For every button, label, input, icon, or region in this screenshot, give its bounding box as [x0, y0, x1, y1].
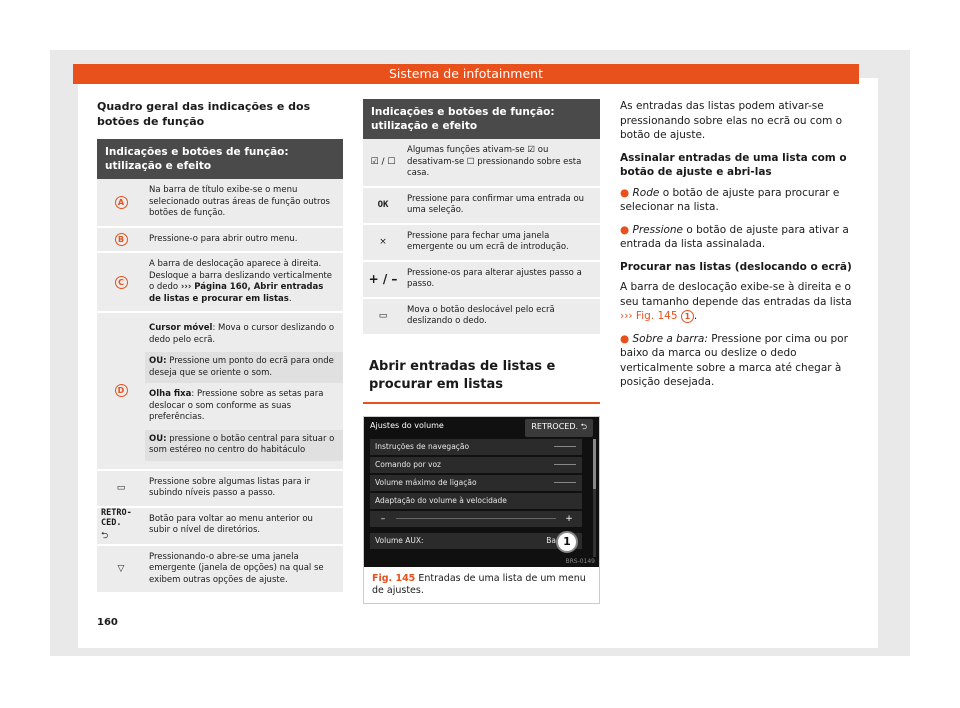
- page-number: 160: [97, 617, 118, 628]
- infotainment-screen: [364, 417, 599, 567]
- marker-c: C: [115, 276, 128, 289]
- checkbox-icon: ☑ / ☐: [370, 157, 396, 168]
- row-plusminus-text: Pressione-os para alterar ajustes passo a passo.: [407, 267, 582, 289]
- table-row-plusminus: [363, 262, 600, 299]
- table-row-d: [97, 313, 343, 471]
- bullet-rotate: ● Rode o botão de ajuste para procurar e selecionar na lista.: [620, 186, 840, 213]
- row-back-text: Botão para voltar ao menu anterior ou subir o nível de diretórios.: [149, 513, 313, 535]
- figure-caption: Fig. 145 Entradas de uma lista de um menu de ajustes.: [372, 572, 586, 596]
- table-row-options: [97, 546, 343, 595]
- page-reference-link[interactable]: ››› Página 160, Abrir entradas de listas e procurar em listas: [149, 282, 324, 304]
- row-a-text: Na barra de título exibe-se o menu selecionado outras áreas de função outros botões de função.: [149, 185, 330, 218]
- screen-list-item[interactable]: Adaptação do volume à velocidade: [370, 493, 582, 509]
- table-row-back: [97, 508, 343, 546]
- subheading-scroll: Procurar nas listas (deslocando o ecrã): [620, 260, 852, 273]
- callout-badge-1: 1: [556, 531, 578, 553]
- screen-scrollbar-thumb[interactable]: [593, 439, 596, 489]
- callout-marker-1: 1: [681, 310, 694, 323]
- ok-label: OK: [377, 200, 389, 210]
- screen-list-item[interactable]: Instruções de navegação: [370, 439, 582, 455]
- bullet-press: ● Pressione o botão de ajuste para ativar a entrada da lista assinalada.: [620, 223, 849, 250]
- middle-section-title: Abrir entradas de listas e procurar em listas: [363, 358, 600, 404]
- figure-145: [363, 416, 600, 604]
- row-close-text: Pressione para fechar uma janela emergente ou um ecrã de introdução.: [407, 230, 569, 252]
- table-row-ok: [363, 188, 600, 225]
- back-icon: ⮌: [101, 530, 109, 541]
- table-row-check: [363, 139, 600, 188]
- screen-list-item[interactable]: Comando por voz: [370, 457, 582, 473]
- middle-column: [363, 99, 600, 604]
- table-row-b: [97, 228, 343, 254]
- screen-back-button[interactable]: RETROCED. ⮌: [525, 419, 593, 437]
- screen-minus-button[interactable]: –: [380, 513, 386, 524]
- plus-minus-icon: + / –: [368, 272, 398, 286]
- back-label: RETRO-CED.: [101, 507, 132, 528]
- table-row-close: [363, 225, 600, 262]
- scroll-paragraph: A barra de deslocação exibe-se à direita e o seu tamanho depende das entradas da lista ››› Fig. 145 1 .: [620, 281, 852, 322]
- row-c-text: A barra de deslocação aparece à direita. Desloque a barra deslizando verticalmente o dedo ››› Página 160, Abrir entradas de listas e procurar em listas.: [149, 259, 333, 304]
- row-options-text: Pressionando-o abre-se uma janela emergente (janela de opções) na qual se exibem outras opções de ajuste.: [149, 551, 324, 585]
- slider-icon: ▭: [378, 311, 388, 321]
- close-icon: ×: [379, 237, 387, 247]
- left-table-head: Indicações e botões de função: utilização e efeito: [97, 139, 343, 179]
- options-triangle-icon: ▽: [117, 563, 125, 574]
- bullet-bar: ● Sobre a barra: Pressione por cima ou por baixo da marca ou deslize o dedo verticalmente sobre a marca até chegar à posição desejada.: [620, 332, 848, 388]
- row-d-text: Cursor móvel: Mova o cursor deslizando o dedo pelo ecrã. OU: Pressione um ponto do ecrã para onde deseja que se oriente o som. Olha fixa: Pressione sobre as setas para deslocar o som conforme as suas preferências. OU: pressione o botão central para situar o som estéreo no centro do habitáculo: [145, 313, 343, 469]
- page-header: Sistema de infotainment: [73, 64, 859, 84]
- row-check-text: Algumas funções ativam-se ☑ ou desativam-se ☐ pressionando sobre esta casa.: [407, 145, 582, 178]
- marker-a: A: [115, 196, 128, 209]
- table-row-a: [97, 179, 343, 228]
- table-row-c: [97, 253, 343, 313]
- table-row-slider: [363, 299, 600, 336]
- row-slider-text: Mova o botão deslocável pelo ecrã deslizando o dedo.: [407, 304, 555, 326]
- intro-paragraph: As entradas das listas podem ativar-se pressionando sobre elas no ecrã ou com o botão de ajuste.: [620, 100, 843, 141]
- screen-list-item[interactable]: Volume AUX: Ba: [370, 533, 582, 549]
- screen-list-item[interactable]: Volume máximo de ligação: [370, 475, 582, 491]
- table-row-folder: [97, 471, 343, 508]
- screen-plus-button[interactable]: +: [565, 513, 573, 524]
- figure-code: BRS-0149: [565, 557, 595, 565]
- screen-slider-track[interactable]: [396, 518, 556, 519]
- left-column: [97, 99, 343, 594]
- screen-title: Ajustes do volume: [370, 420, 444, 430]
- right-column: [620, 99, 860, 398]
- marker-b: B: [115, 233, 128, 246]
- row-b-text: Pressione-o para abrir outro menu.: [149, 233, 298, 244]
- subheading-adjust-button: Assinalar entradas de uma lista com o botão de ajuste e abri-las: [620, 151, 847, 178]
- folder-icon: ▭: [116, 483, 126, 493]
- row-ok-text: Pressione para confirmar uma entrada ou uma seleção.: [407, 193, 585, 215]
- row-folder-text: Pressione sobre algumas listas para ir subindo níveis passo a passo.: [149, 476, 311, 498]
- screen-volume-bar: [370, 511, 582, 527]
- marker-d: D: [115, 384, 128, 397]
- middle-table-head: Indicações e botões de função: utilização e efeito: [363, 99, 600, 139]
- left-section-title: Quadro geral das indicações e dos botões de função: [97, 100, 311, 128]
- figure-reference-link[interactable]: ››› Fig. 145: [620, 310, 678, 322]
